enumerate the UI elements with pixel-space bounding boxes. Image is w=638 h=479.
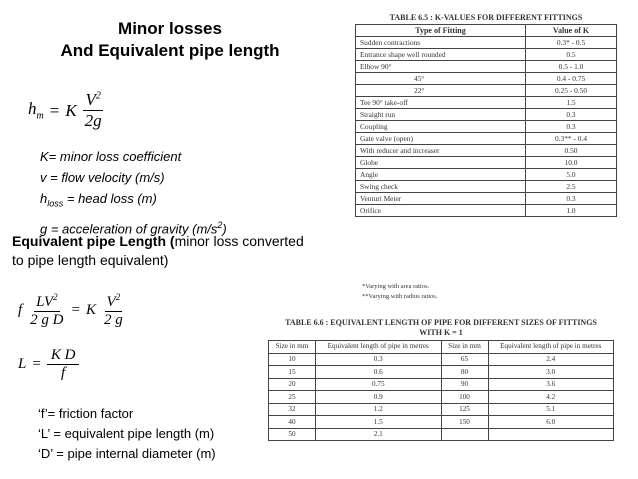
definition-k: K= minor loss coefficient bbox=[40, 149, 182, 164]
table-k-caption: TABLE 6.5 : K-VALUES FOR DIFFERENT FITTINGS bbox=[389, 13, 583, 22]
table-row bbox=[356, 133, 617, 145]
fitting-type-cell: 45° bbox=[356, 73, 526, 85]
length-cell: 3.6 bbox=[488, 378, 614, 391]
definition-v: v = flow velocity (m/s) bbox=[40, 170, 165, 185]
size-cell: 15 bbox=[269, 366, 316, 379]
title-line-2: And Equivalent pipe length bbox=[60, 41, 280, 60]
size-cell: 150 bbox=[441, 416, 488, 429]
k-value-cell: 0.4 - 0.75 bbox=[526, 73, 617, 85]
formula-equals: = bbox=[49, 100, 60, 120]
formula-equals: = bbox=[71, 302, 80, 318]
formula-lhs: $h_m$ bbox=[28, 99, 44, 122]
fitting-type-cell: Orifice bbox=[356, 205, 526, 217]
length-cell: 0.3 bbox=[316, 353, 442, 366]
size-cell: 125 bbox=[441, 403, 488, 416]
note-d: ‘D’ = pipe internal diameter (m) bbox=[38, 446, 216, 461]
fitting-type-cell: Elbow 90° bbox=[356, 61, 526, 73]
formula-fraction-right: $\frac{V^2}{2 g}$ bbox=[104, 292, 123, 328]
table-header: Type of Fitting bbox=[356, 25, 526, 37]
title-line-1: Minor losses bbox=[118, 19, 222, 38]
fitting-type-cell: Sudden contractions bbox=[356, 37, 526, 49]
length-cell: 1.2 bbox=[316, 403, 442, 416]
k-value-cell: 0.50 bbox=[526, 145, 617, 157]
size-cell bbox=[441, 428, 488, 441]
definition-hloss: $h_{loss}$ = head loss (m) bbox=[40, 191, 157, 209]
note-l: ‘L’ = equivalent pipe length (m) bbox=[38, 426, 215, 441]
table-row bbox=[356, 145, 617, 157]
k-value-cell: 1.5 bbox=[526, 97, 617, 109]
table-row bbox=[356, 61, 617, 73]
table-row bbox=[356, 121, 617, 133]
length-cell: 5.1 bbox=[488, 403, 614, 416]
formula-equals: = bbox=[32, 356, 41, 372]
k-value-cell: 2.5 bbox=[526, 181, 617, 193]
note-f: ‘f’= friction factor bbox=[38, 406, 134, 421]
k-value-cell: 0.3 bbox=[526, 109, 617, 121]
table-row bbox=[356, 97, 617, 109]
table-header: Size in mm bbox=[441, 341, 488, 354]
k-value-cell: 0.25 - 0.50 bbox=[526, 85, 617, 97]
table-header: Equivalent length of pipe in metres bbox=[488, 341, 614, 354]
size-cell: 25 bbox=[269, 391, 316, 404]
k-value-cell: 0.3 bbox=[526, 121, 617, 133]
size-cell: 100 bbox=[441, 391, 488, 404]
formula-fraction-left: $\frac{LV^2}{\text{2 g D}}$ bbox=[30, 292, 64, 328]
head-loss-formula bbox=[28, 90, 104, 131]
table-row bbox=[356, 193, 617, 205]
size-cell: 65 bbox=[441, 353, 488, 366]
table-row bbox=[269, 353, 614, 366]
length-cell: 0.9 bbox=[316, 391, 442, 404]
size-cell: 50 bbox=[269, 428, 316, 441]
formula-k: K bbox=[85, 302, 96, 318]
table-row bbox=[356, 169, 617, 181]
formula-l: L bbox=[18, 356, 27, 372]
table-row bbox=[356, 85, 617, 97]
k-value-cell: 0.3** - 0.4 bbox=[526, 133, 617, 145]
k-value-cell: 0.3 bbox=[526, 193, 617, 205]
definitions-list bbox=[40, 146, 227, 239]
k-value-cell: 0.3* - 0.5 bbox=[526, 37, 617, 49]
table-row bbox=[356, 181, 617, 193]
size-cell: 32 bbox=[269, 403, 316, 416]
variable-notes bbox=[38, 404, 216, 464]
fitting-type-cell: Straight run bbox=[356, 109, 526, 121]
table-l-caption: TABLE 6.6 : EQUIVALENT LENGTH OF PIPE FOR DIFFERENT SIZES OF FITTINGS WITH K = 1 bbox=[285, 318, 597, 337]
formula-f: f bbox=[18, 302, 23, 318]
k-value-cell: 5.0 bbox=[526, 169, 617, 181]
fitting-type-cell: Angle bbox=[356, 169, 526, 181]
table-row bbox=[269, 428, 614, 441]
length-cell: 2.4 bbox=[488, 353, 614, 366]
k-value-cell: 0.5 - 1.0 bbox=[526, 61, 617, 73]
formula-fraction: $\frac{\text{K D}}{f}$ bbox=[47, 347, 80, 382]
footnote: **Varying with radius ratios. bbox=[362, 293, 438, 300]
fitting-type-cell: 22° bbox=[356, 85, 526, 97]
length-cell: 1.5 bbox=[316, 416, 442, 429]
table-row bbox=[269, 378, 614, 391]
table-k-footnotes bbox=[362, 283, 437, 300]
footnote: *Varying with area ratios. bbox=[362, 283, 430, 290]
table-header: Equivalent length of pipe in metres bbox=[316, 341, 442, 354]
fitting-type-cell: Coupling bbox=[356, 121, 526, 133]
size-cell: 20 bbox=[269, 378, 316, 391]
table-row bbox=[269, 366, 614, 379]
table-row bbox=[356, 109, 617, 121]
table-header: Value of K bbox=[526, 25, 617, 37]
length-cell: 3.0 bbox=[488, 366, 614, 379]
equivalence-formula bbox=[18, 292, 125, 329]
k-value-cell: 1.0 bbox=[526, 205, 617, 217]
table-row bbox=[269, 403, 614, 416]
fitting-type-cell: With reducer and increaser bbox=[356, 145, 526, 157]
fitting-type-cell: Tee 90° take-off bbox=[356, 97, 526, 109]
table-row bbox=[356, 157, 617, 169]
fitting-type-cell: Gate valve (open) bbox=[356, 133, 526, 145]
equivalent-length-heading: Equivalent pipe Length (minor loss converted to pipe length equivalent) bbox=[12, 233, 304, 268]
definition-g: g = acceleration of gravity $(m/s^2)$ bbox=[40, 219, 227, 236]
fitting-type-cell: Entrance shape well rounded bbox=[356, 49, 526, 61]
table-row bbox=[269, 416, 614, 429]
equivalent-length-table bbox=[268, 340, 614, 441]
length-cell: 2.1 bbox=[316, 428, 442, 441]
fitting-type-cell: Swing check bbox=[356, 181, 526, 193]
k-value-cell: 0.5 bbox=[526, 49, 617, 61]
table-row bbox=[356, 37, 617, 49]
formula-fraction: $\frac{V^2}{2g}$ bbox=[84, 90, 102, 130]
length-formula bbox=[18, 347, 79, 382]
table-row bbox=[356, 205, 617, 217]
length-cell: 6.0 bbox=[488, 416, 614, 429]
table-row bbox=[269, 391, 614, 404]
size-cell: 40 bbox=[269, 416, 316, 429]
fitting-type-cell: Venturi Meter bbox=[356, 193, 526, 205]
size-cell: 10 bbox=[269, 353, 316, 366]
table-header: Size in mm bbox=[269, 341, 316, 354]
formula-k: K bbox=[65, 100, 77, 120]
table-row bbox=[356, 49, 617, 61]
k-value-cell: 10.0 bbox=[526, 157, 617, 169]
fitting-type-cell: Globe bbox=[356, 157, 526, 169]
size-cell: 90 bbox=[441, 378, 488, 391]
size-cell: 80 bbox=[441, 366, 488, 379]
length-cell: 4.2 bbox=[488, 391, 614, 404]
length-cell: 0.6 bbox=[316, 366, 442, 379]
table-row bbox=[356, 73, 617, 85]
page-title bbox=[20, 18, 320, 62]
k-values-table bbox=[355, 24, 617, 217]
length-cell bbox=[488, 428, 614, 441]
length-cell: 0.75 bbox=[316, 378, 442, 391]
